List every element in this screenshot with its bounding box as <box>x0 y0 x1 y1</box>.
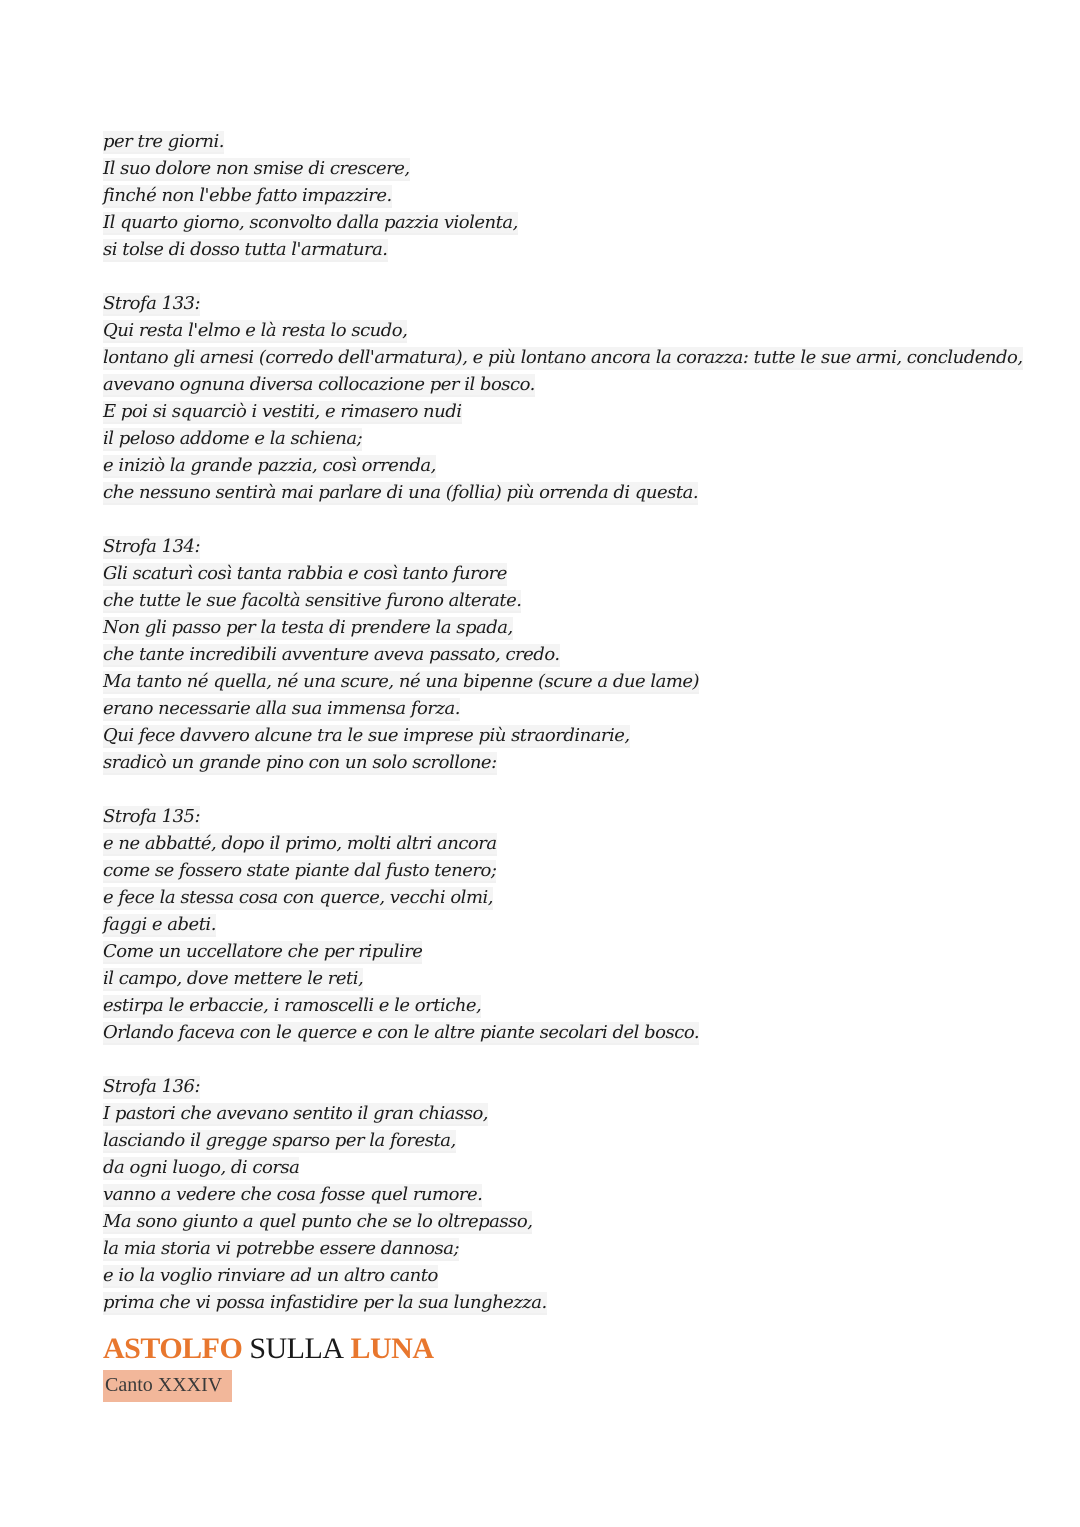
section-title-part-3: LUNA <box>350 1332 434 1365</box>
verse-line <box>103 722 1003 749</box>
verse-line-text: lontano gli arnesi (corredo dell'armatura), e più lontano ancora la corazza: tutte le sue armi, concludendo, <box>103 347 1023 368</box>
verse-line-text: da ogni luogo, di corsa <box>103 1157 300 1178</box>
verse-line <box>103 1235 1003 1262</box>
verse-line-text: e fece la stessa cosa con querce, vecchi olmi, <box>103 887 493 908</box>
verse-line-text: vanno a vedere che cosa fosse quel rumore. <box>103 1184 483 1205</box>
stanza-heading <box>103 533 1003 560</box>
stanza-list <box>103 128 1023 1316</box>
verse-line-text: e iniziò la grande pazzia, così orrenda, <box>103 455 436 476</box>
verse-line <box>103 857 1003 884</box>
verse-line <box>103 965 1003 992</box>
verse-line <box>103 425 1003 452</box>
verse-line <box>103 155 1003 182</box>
verse-line <box>103 1289 1003 1316</box>
verse-line-text: che tante incredibili avventure aveva passato, credo. <box>103 644 560 665</box>
verse-line-text: che tutte le sue facoltà sensitive furono alterate. <box>103 590 522 611</box>
verse-line-text: Ma tanto né quella, né una scure, né una bipenne (scure a due lame) <box>103 671 700 692</box>
stanza-heading-text: Strofa 134: <box>103 536 201 557</box>
verse-line-text: la mia storia vi potrebbe essere dannosa; <box>103 1238 460 1259</box>
verse-line-text: Come un uccellatore che per ripulire <box>103 941 423 962</box>
verse-line <box>103 128 1003 155</box>
verse-line-text: e io la voglio rinviare ad un altro canto <box>103 1265 438 1286</box>
stanza <box>103 1073 1003 1316</box>
stanza-heading <box>103 290 1003 317</box>
stanza-heading-text: Strofa 136: <box>103 1076 201 1097</box>
verse-line-text: il campo, dove mettere le reti, <box>103 968 364 989</box>
verse-line <box>103 695 1003 722</box>
verse-line-text: il peloso addome e la schiena; <box>103 428 363 449</box>
verse-line <box>103 182 1003 209</box>
verse-line-text: Ma sono giunto a quel punto che se lo oltrepasso, <box>103 1211 533 1232</box>
verse-line <box>103 1100 1003 1127</box>
stanza-heading-text: Strofa 135: <box>103 806 201 827</box>
verse-line <box>103 641 1003 668</box>
stanza <box>103 533 1003 776</box>
verse-line-text: Il quarto giorno, sconvolto dalla pazzia violenta, <box>103 212 518 233</box>
verse-line-text: E poi si squarciò i vestiti, e rimasero nudi <box>103 401 462 422</box>
verse-line-text: faggi e abeti. <box>103 914 216 935</box>
verse-line-text: estirpa le erbaccie, i ramoscelli e le ortiche, <box>103 995 482 1016</box>
verse-line <box>103 749 1003 776</box>
verse-line <box>103 668 1003 695</box>
verse-line <box>103 1262 1003 1289</box>
verse-line <box>103 587 1003 614</box>
verse-line-text: finché non l'ebbe fatto impazzire. <box>103 185 392 206</box>
verse-line <box>103 1154 1003 1181</box>
verse-line <box>103 479 1003 506</box>
document-page <box>103 128 1023 1402</box>
verse-line <box>103 209 1003 236</box>
verse-line <box>103 884 1003 911</box>
verse-line-text: come se fossero state piante dal fusto tenero; <box>103 860 497 881</box>
verse-line-text: Non gli passo per la testa di prendere la spada, <box>103 617 513 638</box>
verse-line <box>103 1019 1003 1046</box>
verse-line <box>103 236 1003 263</box>
stanza-heading <box>103 803 1003 830</box>
verse-line-text: si tolse di dosso tutta l'armatura. <box>103 239 388 260</box>
verse-line <box>103 398 1003 425</box>
verse-line-text: per tre giorni. <box>103 131 225 152</box>
verse-line-text: sradicò un grande pino con un solo scrollone: <box>103 752 497 773</box>
verse-line <box>103 452 1003 479</box>
stanza <box>103 803 1003 1046</box>
verse-line-text: Qui resta l'elmo e là resta lo scudo, <box>103 320 408 341</box>
stanza-gap <box>103 776 1003 803</box>
verse-line-text: Orlando faceva con le querce e con le altre piante secolari del bosco. <box>103 1022 700 1043</box>
section-title-part-2: SULLA <box>249 1332 344 1365</box>
verse-line-text: I pastori che avevano sentito il gran chiasso, <box>103 1103 488 1124</box>
verse-line <box>103 560 1003 587</box>
stanza-gap <box>103 506 1003 533</box>
verse-line-text: che nessuno sentirà mai parlare di una (follia) più orrenda di questa. <box>103 482 699 503</box>
verse-line <box>103 830 1003 857</box>
verse-line <box>103 938 1003 965</box>
verse-line <box>103 1181 1003 1208</box>
verse-line <box>103 317 1003 344</box>
verse-line <box>103 911 1003 938</box>
verse-line-text: Gli scaturì così tanta rabbia e così tanto furore <box>103 563 507 584</box>
stanza-heading-text: Strofa 133: <box>103 293 201 314</box>
section-title <box>103 1332 1003 1366</box>
stanza-gap <box>103 263 1003 290</box>
verse-line-text: lasciando il gregge sparso per la foresta, <box>103 1130 456 1151</box>
verse-line <box>103 371 1003 398</box>
stanza-heading <box>103 1073 1003 1100</box>
stanza <box>103 128 1003 263</box>
verse-line <box>103 344 1023 371</box>
verse-line-text: erano necessarie alla sua immensa forza. <box>103 698 460 719</box>
stanza-gap <box>103 1046 1003 1073</box>
verse-line-text: Qui fece davvero alcune tra le sue imprese più straordinarie, <box>103 725 630 746</box>
verse-line <box>103 992 1003 1019</box>
verse-line <box>103 614 1003 641</box>
section-title-part-1: ASTOLFO <box>103 1332 243 1365</box>
verse-line-text: avevano ognuna diversa collocazione per il bosco. <box>103 374 535 395</box>
section-subtitle: Canto XXXIV <box>103 1370 232 1402</box>
verse-line <box>103 1127 1003 1154</box>
verse-line-text: prima che vi possa infastidire per la sua lunghezza. <box>103 1292 547 1313</box>
stanza <box>103 290 1023 506</box>
verse-line-text: e ne abbatté, dopo il primo, molti altri ancora <box>103 833 497 854</box>
verse-line <box>103 1208 1003 1235</box>
verse-line-text: Il suo dolore non smise di crescere, <box>103 158 410 179</box>
